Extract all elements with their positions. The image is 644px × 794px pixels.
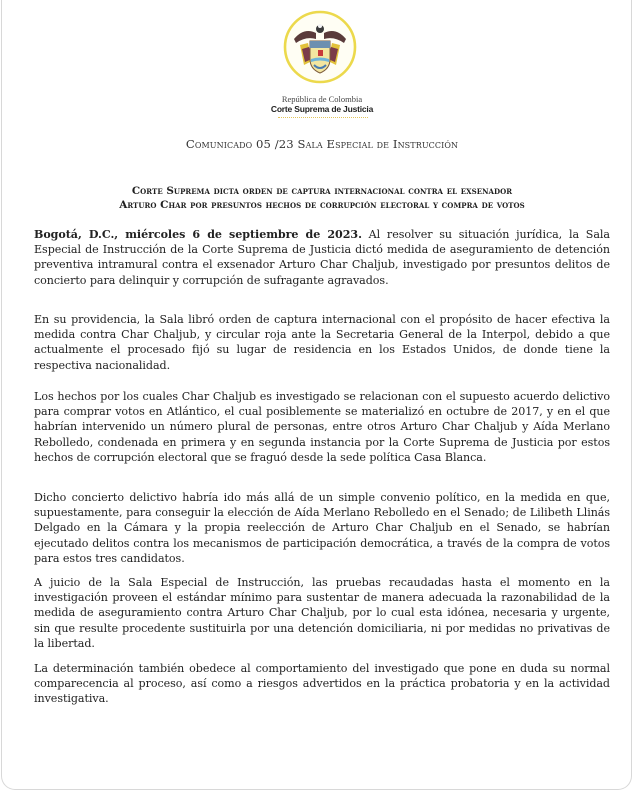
paragraph-1 bbox=[34, 227, 610, 288]
logo-republic-text: República de Colombia bbox=[281, 94, 363, 104]
paragraph-2: En su providencia, la Sala libró orden de captura internacional con el propósito de hacer efectiva la medida contra Char Chaljub, y circular roja ante la Secretaria General de la Interpol, debido a que actualmente el procesado fijó su lugar de residencia en los Estados Unidos, de donde tiene la respectiva nacionalidad. bbox=[34, 313, 610, 372]
coat-of-arms-seal-icon bbox=[282, 9, 358, 85]
headline-line-2: Arturo Char por presuntos hechos de corrupción electoral y compra de votos bbox=[119, 199, 525, 211]
communique-label: Comunicado 05 /23 Sala Especial de Instrucción bbox=[185, 137, 459, 151]
paragraph-5: A juicio de la Sala Especial de Instrucción, las pruebas recaudadas hasta el momento en la investigación proveen el estándar mínimo para sustentar de manera adecuada la razonabilidad de la medida de aseguramiento contra Arturo Char Chaljub, por lo cual esta idónea, necesaria y urgente, sin que resulte procedente sustituirla por una detención domiciliaria, ni por medidas no privativas de la libertad. bbox=[34, 576, 610, 650]
headline-line-1: Corte Suprema dicta orden de captura internacional contra el exsenador bbox=[131, 185, 513, 197]
headline bbox=[30, 184, 614, 212]
dateline: Bogotá, D.C., miércoles 6 de septiembre de 2023. bbox=[34, 228, 362, 241]
paragraph-4: Dicho concierto delictivo habría ido más allá de un simple convenio político, en la medida en que, supuestamente, para conseguir la elección de Aída Merlano Rebolledo en el Senado; de Lilibeth Llinás Delgado en la Cámara y la propia reelección de Arturo Char Chaljub en el Senado, se habrían ejecutado delitos contra los mecanismos de participación democrática, a través de la compra de votos para estos tres candidatos. bbox=[34, 491, 610, 565]
logo-underline-divider bbox=[278, 117, 368, 118]
paragraph-1-text: Al resolver su situación jurídica, la Sala Especial de Instrucción de la Corte Suprema de Justicia dictó medida de aseguramiento de detención preventiva intramural contra el exsenador Arturo Char Chaljub, investigado por presuntos delitos de concierto para delinquir y corrupción de sufragante agravados. bbox=[34, 228, 610, 287]
logo-court-name: Corte Suprema de Justicia bbox=[270, 104, 374, 114]
paragraph-3: Los hechos por los cuales Char Chaljub es investigado se relacionan con el supuesto acuerdo delictivo para comprar votos en Atlántico, el cual posiblemente se materializó en octubre de 2017, y en el que habrían intervenido un número plural de personas, entre otros Arturo Char Chaljub y Aída Merlano Rebolledo, condenada en primera y en segunda instancia por la Corte Suprema de Justicia por estos hechos de corrupción electoral que se fraguó desde la sede política Casa Blanca. bbox=[34, 390, 610, 464]
paragraph-6: La determinación también obedece al comportamiento del investigado que pone en duda su normal comparecencia al proceso, así como a riesgos advertidos en la práctica probatoria y en la actividad investigativa. bbox=[34, 662, 610, 706]
